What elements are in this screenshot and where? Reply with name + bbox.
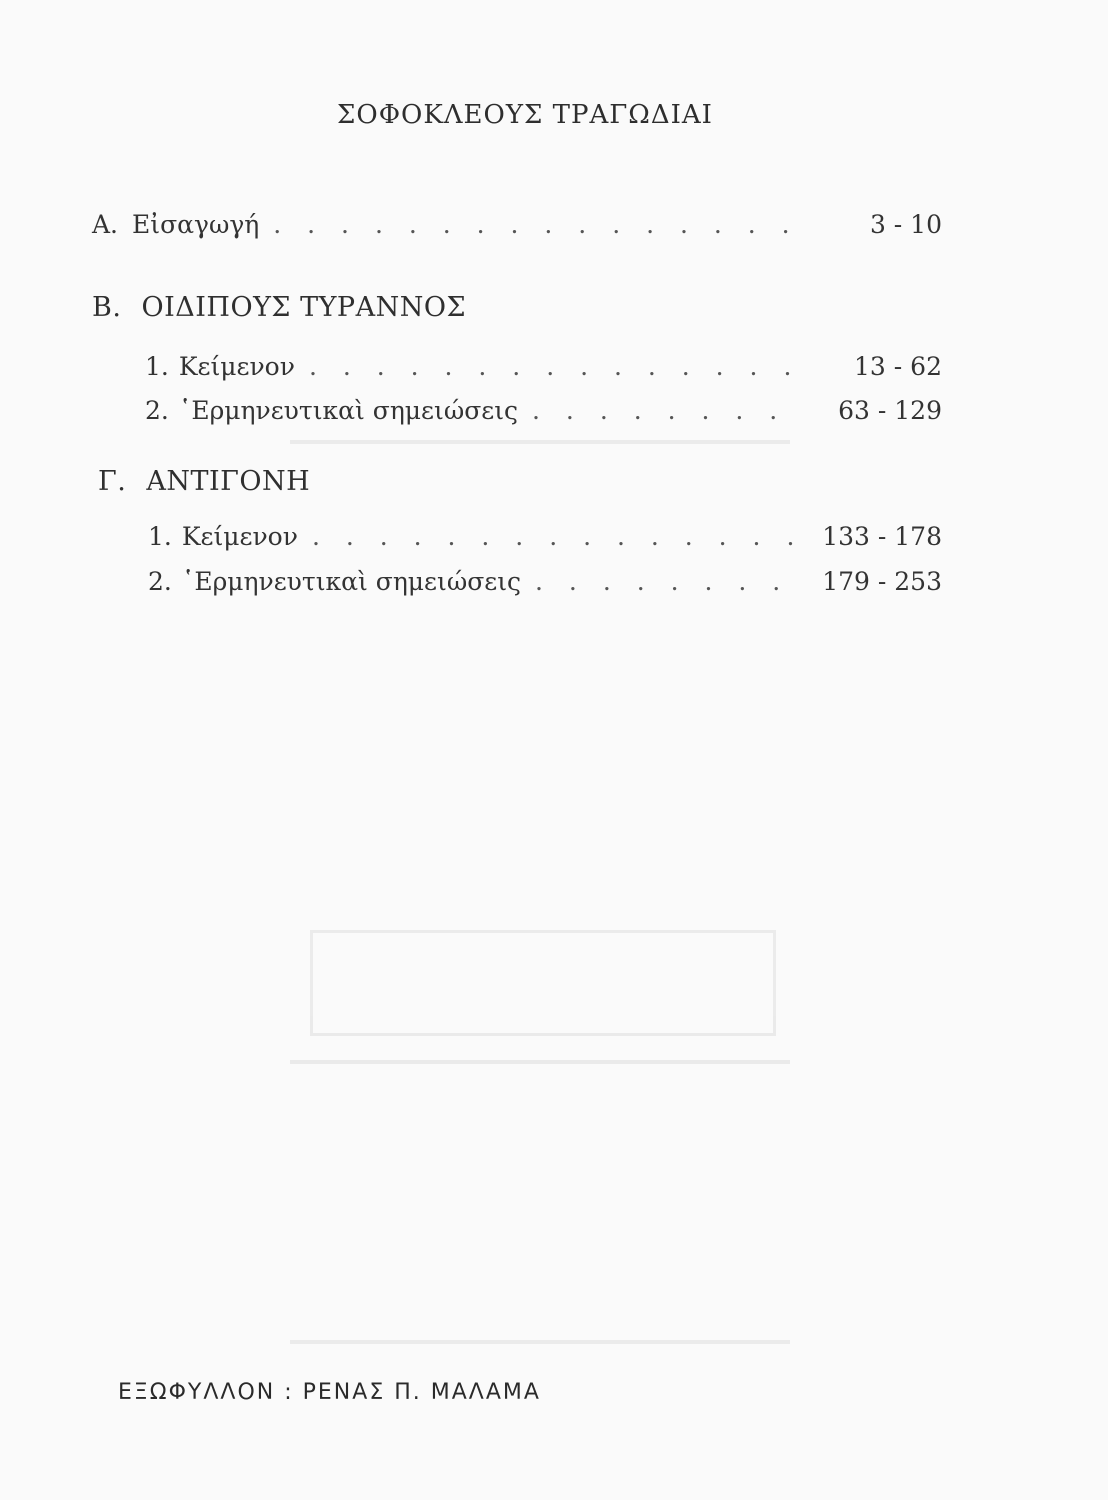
entry-number: Α. — [92, 210, 119, 239]
section-heading-antigone — [98, 466, 310, 497]
entry-pages: 63 - 129 — [838, 396, 942, 425]
section-number: Β. — [92, 292, 122, 323]
show-through-frame — [310, 930, 776, 1036]
entry-label: Κείμενον — [181, 522, 298, 551]
entry-label: Κείμενον — [178, 352, 295, 381]
leader-dots — [532, 396, 804, 425]
toc-entry — [148, 522, 942, 551]
show-through-rule — [290, 440, 790, 444]
entry-label: ῾Ερμηνευτικαὶ σημειώσεις — [181, 567, 522, 596]
section-heading-oedipus — [92, 292, 466, 323]
entry-label: ῾Ερμηνευτικαὶ σημειώσεις — [178, 396, 519, 425]
section-title: ΑΝΤΙΓΟΝΗ — [146, 466, 311, 497]
section-title: ΟΙΔΙΠΟΥΣ ΤΥΡΑΝΝΟΣ — [141, 292, 467, 323]
toc-entry — [148, 567, 942, 596]
toc-entry — [145, 396, 942, 425]
entry-pages: 133 - 178 — [822, 522, 942, 551]
entry-number: 1. — [148, 522, 172, 551]
entry-number: 2. — [148, 567, 172, 596]
entry-pages: 13 - 62 — [854, 352, 942, 381]
leader-dots — [535, 567, 804, 596]
entry-label: Εἰσαγωγή — [132, 210, 260, 239]
entry-number: 2. — [145, 396, 169, 425]
show-through-rule — [290, 1340, 790, 1344]
toc-entry — [145, 352, 942, 381]
entry-pages: 179 - 253 — [822, 567, 942, 596]
leader-dots — [312, 522, 804, 551]
entry-number: 1. — [145, 352, 169, 381]
page-title: ΣΟΦΟΚΛΕΟΥΣ ΤΡΑΓΩΔΙΑΙ — [337, 100, 713, 130]
cover-credit: ΕΞΩΦΥΛΛΟΝ : ΡΕΝΑΣ Π. ΜΑΛΑΜΑ — [118, 1380, 541, 1405]
leader-dots — [309, 352, 804, 381]
show-through-rule — [290, 1060, 790, 1064]
toc-entry-intro — [92, 210, 942, 239]
section-number: Γ. — [98, 466, 127, 497]
entry-pages: 3 - 10 — [869, 210, 942, 239]
leader-dots — [273, 210, 804, 239]
